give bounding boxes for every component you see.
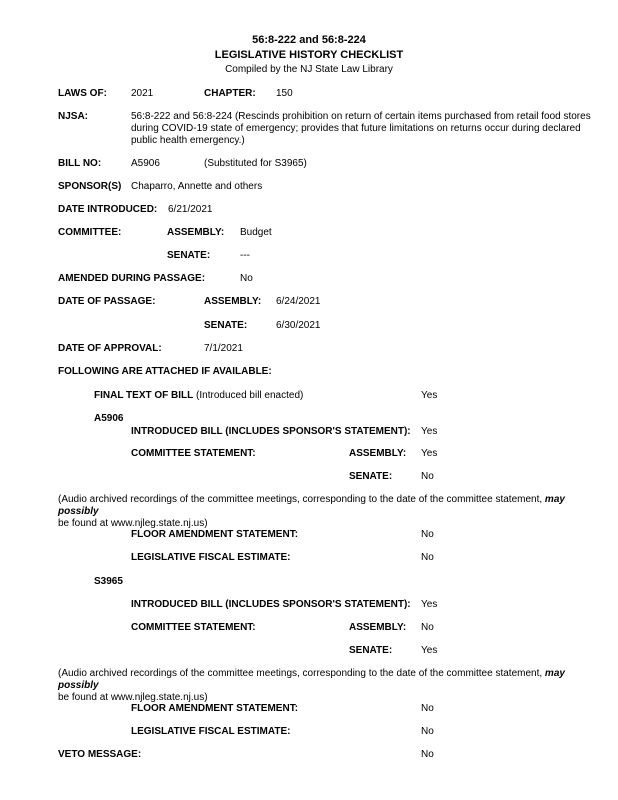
final-text-label: FINAL TEXT OF BILL: [94, 390, 194, 401]
a5906-fiscal-label: LEGISLATIVE FISCAL ESTIMATE:: [131, 552, 291, 563]
s3965-assembly-value: No: [421, 622, 434, 633]
s3965-introduced-value: Yes: [421, 599, 438, 610]
bill-no-label: BILL NO:: [58, 158, 102, 169]
s3965-assembly-label: ASSEMBLY:: [349, 622, 407, 633]
committee-senate-value: ---: [240, 250, 250, 261]
a5906-committee-label: COMMITTEE STATEMENT:: [131, 448, 256, 459]
a5906-fiscal-value: No: [421, 552, 434, 563]
doc-subtitle: Compiled by the NJ State Law Library: [225, 64, 393, 75]
amended-value: No: [240, 273, 253, 284]
committee-senate-label: SENATE:: [167, 250, 211, 261]
attached-heading: FOLLOWING ARE ATTACHED IF AVAILABLE:: [58, 366, 272, 377]
date-introduced-value: 6/21/2021: [168, 204, 213, 215]
veto-value: No: [421, 749, 434, 760]
final-text-note: (Introduced bill enacted): [193, 390, 304, 401]
chapter-label: CHAPTER:: [204, 88, 256, 99]
a5906-heading: A5906: [94, 413, 124, 424]
s3965-senate-value: Yes: [421, 645, 438, 656]
s3965-introduced-label: INTRODUCED BILL (INCLUDES SPONSOR'S STATEMENT):: [131, 599, 411, 610]
chapter-value: 150: [276, 88, 293, 99]
approval-value: 7/1/2021: [204, 343, 243, 354]
passage-senate-label: SENATE:: [204, 320, 248, 331]
bill-no-value: A5906: [131, 158, 160, 169]
a5906-floor-label: FLOOR AMENDMENT STATEMENT:: [131, 529, 299, 540]
laws-of-label: LAWS OF:: [58, 88, 107, 99]
a5906-audio-note: (Audio archived recordings of the committee meetings, corresponding to the date of the committee statement, may possibly be found at www.njleg.state.nj.us): [58, 494, 565, 529]
s3965-fiscal-value: No: [421, 726, 434, 737]
a5906-floor-value: No: [421, 529, 434, 540]
sponsor-value: Chaparro, Annette and others: [131, 181, 263, 192]
approval-label: DATE OF APPROVAL:: [58, 343, 162, 354]
final-text-value: Yes: [421, 390, 438, 401]
s3965-committee-label: COMMITTEE STATEMENT:: [131, 622, 256, 633]
a5906-assembly-value: Yes: [421, 448, 438, 459]
s3965-floor-label: FLOOR AMENDMENT STATEMENT:: [131, 703, 299, 714]
passage-assembly-label: ASSEMBLY:: [204, 296, 262, 307]
a5906-assembly-label: ASSEMBLY:: [349, 448, 407, 459]
s3965-senate-label: SENATE:: [349, 645, 393, 656]
njsa-label: NJSA:: [58, 111, 89, 122]
amended-label: AMENDED DURING PASSAGE:: [58, 273, 206, 284]
s3965-audio-note: (Audio archived recordings of the committee meetings, corresponding to the date of the committee statement, may possibly be found at www.njleg.state.nj.us): [58, 668, 565, 703]
committee-assembly-value: Budget: [240, 227, 272, 238]
laws-of-value: 2021: [131, 88, 154, 99]
committee-assembly-label: ASSEMBLY:: [167, 227, 225, 238]
final-text-row: [94, 390, 303, 402]
njsa-value: 56:8-222 and 56:8-224 (Rescinds prohibition on return of certain items purchased from retail food stores during COVID-19 state of emergency; provides that future limitations on returns occur during declared public health emergency.): [131, 111, 591, 146]
veto-label: VETO MESSAGE:: [58, 749, 142, 760]
bill-substitution-note: (Substituted for S3965): [204, 158, 307, 169]
passage-assembly-value: 6/24/2021: [276, 296, 321, 307]
s3965-heading: S3965: [94, 576, 123, 587]
a5906-introduced-value: Yes: [421, 426, 438, 437]
a5906-senate-value: No: [421, 471, 434, 482]
date-introduced-label: DATE INTRODUCED:: [58, 204, 158, 215]
committee-label: COMMITTEE:: [58, 227, 122, 238]
s3965-floor-value: No: [421, 703, 434, 714]
passage-senate-value: 6/30/2021: [276, 320, 321, 331]
doc-title: LEGISLATIVE HISTORY CHECKLIST: [214, 49, 404, 61]
a5906-introduced-label: INTRODUCED BILL (INCLUDES SPONSOR'S STATEMENT):: [131, 426, 411, 437]
doc-title-statute: 56:8-222 and 56:8-224: [252, 34, 366, 46]
passage-label: DATE OF PASSAGE:: [58, 296, 156, 307]
sponsor-label: SPONSOR(S): [58, 181, 122, 192]
s3965-fiscal-label: LEGISLATIVE FISCAL ESTIMATE:: [131, 726, 291, 737]
a5906-senate-label: SENATE:: [349, 471, 393, 482]
